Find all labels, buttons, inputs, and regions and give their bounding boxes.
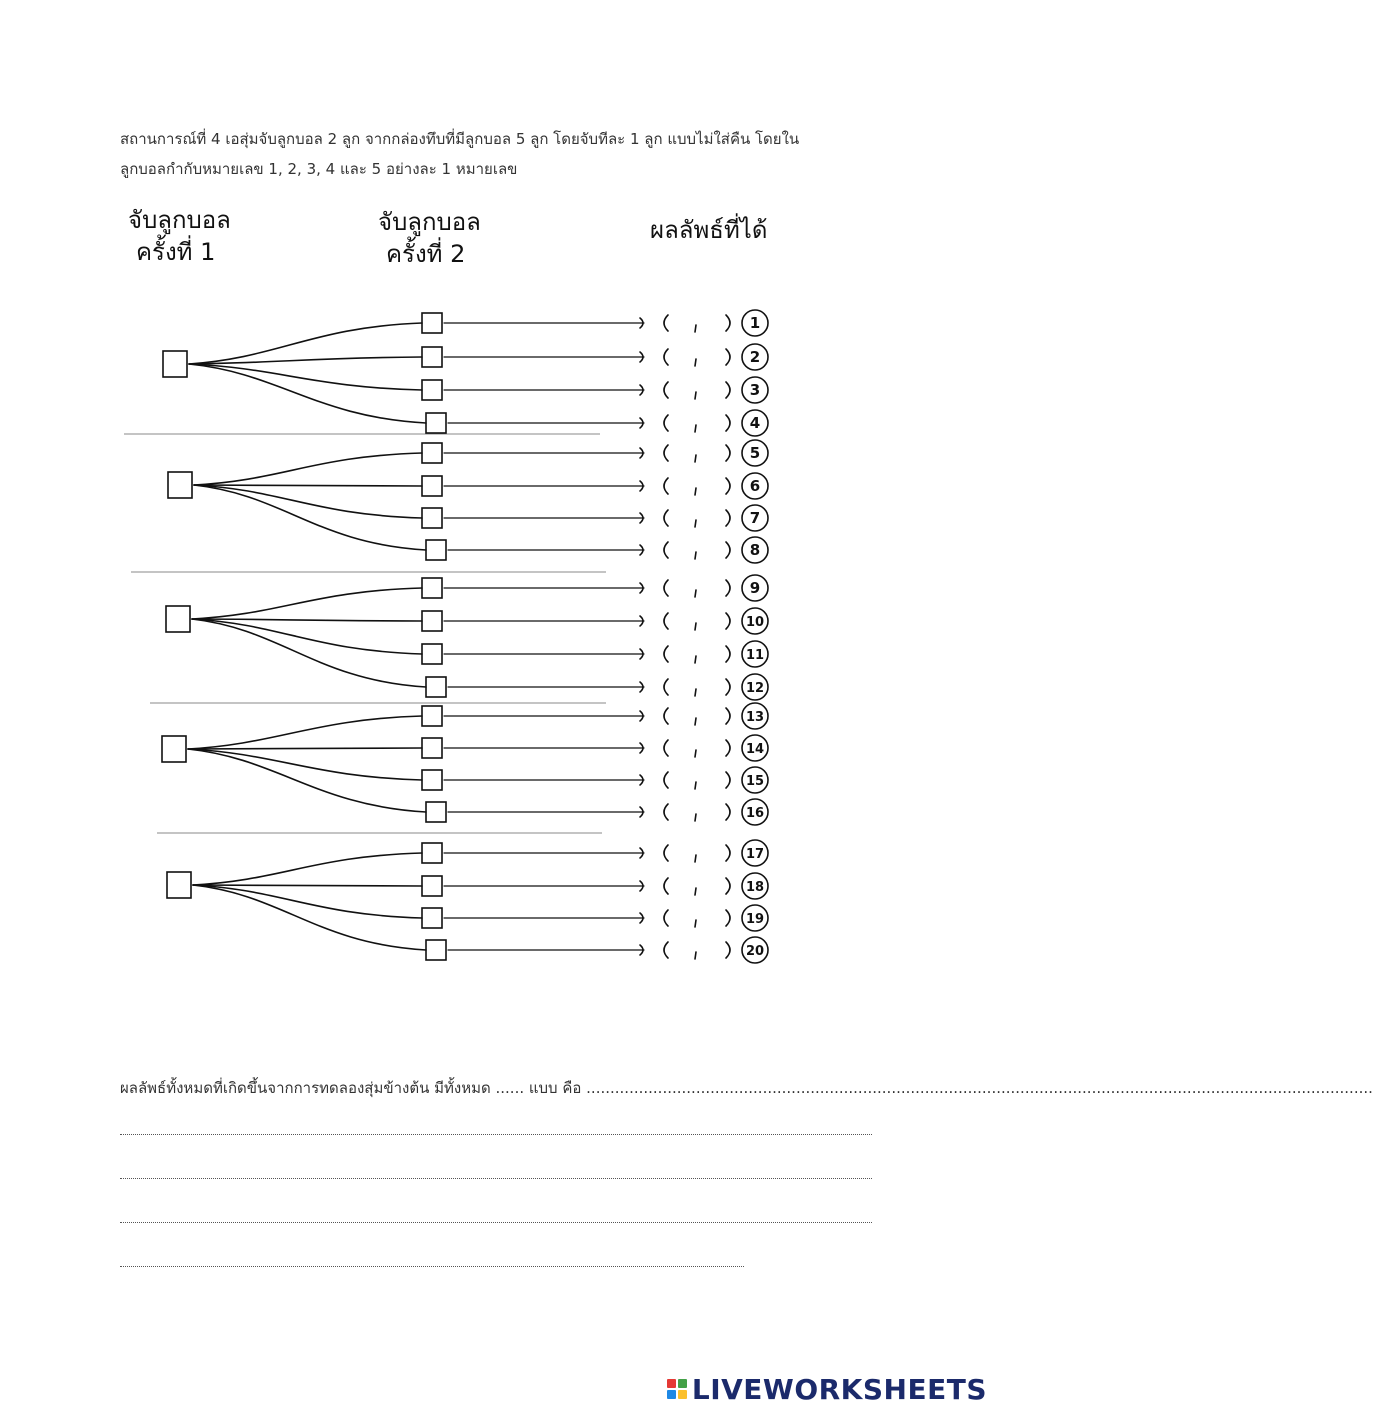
- second-draw-box: [422, 347, 442, 367]
- logo-square-1: [667, 1379, 676, 1388]
- second-draw-box: [426, 540, 446, 560]
- second-draw-box: [426, 413, 446, 433]
- second-draw-box: [422, 770, 442, 790]
- brand-name: LIVEWORKSHEETS: [691, 1372, 987, 1406]
- second-draw-box: [422, 578, 442, 598]
- second-draw-box: [422, 908, 442, 928]
- first-draw-box: [168, 472, 192, 498]
- branch-line: [189, 364, 422, 390]
- outcome-number: 2: [749, 348, 761, 366]
- close-paren: [726, 613, 730, 629]
- branch-line: [188, 749, 426, 812]
- open-paren: [664, 542, 668, 558]
- open-paren: [664, 415, 668, 431]
- outcome-number: 11: [745, 648, 765, 663]
- answer-line-3[interactable]: [120, 1222, 872, 1223]
- close-paren: [726, 478, 730, 494]
- answer-line-2[interactable]: [120, 1178, 872, 1179]
- open-paren: [664, 772, 668, 788]
- second-draw-box: [422, 644, 442, 664]
- branch-line: [188, 716, 422, 749]
- outcome-number: 13: [745, 710, 765, 725]
- open-paren: [664, 804, 668, 820]
- comma-mark: [695, 488, 696, 495]
- logo-square-2: [678, 1379, 687, 1388]
- close-paren: [726, 740, 730, 756]
- comma-mark: [695, 718, 696, 725]
- open-paren: [664, 580, 668, 596]
- second-draw-box: [422, 843, 442, 863]
- close-paren: [726, 542, 730, 558]
- second-draw-box: [426, 940, 446, 960]
- close-paren: [726, 349, 730, 365]
- problem-line-1: สถานการณ์ที่ 4 เอสุ่มจับลูกบอล 2 ลูก จากกล่องทึบที่มีลูกบอล 5 ลูก โดยจับทีละ 1 ลูก แบบไม่ใส่คืน โดยใน: [120, 130, 800, 148]
- outcome-number: 8: [749, 541, 761, 559]
- close-paren: [726, 942, 730, 958]
- open-paren: [664, 679, 668, 695]
- close-paren: [726, 772, 730, 788]
- outcome-number: 17: [745, 847, 765, 862]
- outcome-number: 16: [745, 806, 765, 821]
- branch-line: [192, 619, 422, 621]
- comma-mark: [695, 814, 696, 821]
- branch-line: [194, 485, 422, 518]
- second-draw-box: [426, 802, 446, 822]
- first-draw-box: [163, 351, 187, 377]
- outcome-number: 5: [749, 444, 761, 462]
- second-draw-box: [422, 476, 442, 496]
- branch-line: [194, 453, 422, 485]
- comma-mark: [695, 359, 696, 366]
- answer-line-1[interactable]: [120, 1134, 872, 1135]
- branch-line: [193, 885, 422, 918]
- comma-mark: [695, 855, 696, 862]
- outcome-number: 10: [745, 615, 765, 630]
- logo-square-4: [678, 1390, 687, 1399]
- second-draw-box: [426, 677, 446, 697]
- outcome-number: 19: [745, 912, 765, 927]
- summary-question: ผลลัพธ์ทั้งหมดที่เกิดขึ้นจากการทดลองสุ่มข้างต้น มีทั้งหมด ...... แบบ คือ .....................................................................................................................................................................: [120, 1079, 1373, 1097]
- answer-line-4[interactable]: [120, 1266, 744, 1267]
- second-draw-box: [422, 380, 442, 400]
- close-paren: [726, 845, 730, 861]
- comma-mark: [695, 782, 696, 789]
- branch-line: [193, 853, 422, 885]
- open-paren: [664, 510, 668, 526]
- liveworksheets-brand: [667, 1372, 987, 1406]
- comma-mark: [695, 425, 696, 432]
- comma-mark: [695, 590, 696, 597]
- first-draw-box: [167, 872, 191, 898]
- open-paren: [664, 613, 668, 629]
- open-paren: [664, 845, 668, 861]
- outcome-number: 6: [749, 477, 761, 495]
- outcome-number: 20: [745, 944, 765, 959]
- comma-mark: [695, 888, 696, 895]
- first-draw-box: [166, 606, 190, 632]
- outcome-number: 9: [749, 579, 761, 597]
- outcome-number: 15: [745, 774, 765, 789]
- open-paren: [664, 646, 668, 662]
- branch-line: [188, 748, 422, 749]
- close-paren: [726, 445, 730, 461]
- open-paren: [664, 315, 668, 331]
- branch-line: [188, 749, 422, 780]
- outcome-number: 3: [749, 381, 761, 399]
- open-paren: [664, 878, 668, 894]
- open-paren: [664, 478, 668, 494]
- branch-line: [193, 885, 422, 886]
- comma-mark: [695, 656, 696, 663]
- comma-mark: [695, 689, 696, 696]
- open-paren: [664, 445, 668, 461]
- outcome-number: 7: [749, 509, 761, 527]
- results-header: ผลลัพธ์ที่ได้: [650, 216, 768, 244]
- open-paren: [664, 910, 668, 926]
- close-paren: [726, 382, 730, 398]
- comma-mark: [695, 623, 696, 630]
- branch-line: [189, 364, 426, 423]
- outcome-number: 18: [745, 880, 765, 895]
- outcome-number: 4: [749, 414, 761, 432]
- second-draw-box: [422, 738, 442, 758]
- comma-mark: [695, 455, 696, 462]
- close-paren: [726, 878, 730, 894]
- branch-line: [192, 619, 422, 654]
- comma-mark: [695, 920, 696, 927]
- problem-line-2: ลูกบอลกำกับหมายเลข 1, 2, 3, 4 และ 5 อย่างละ 1 หมายเลข: [120, 160, 518, 178]
- comma-mark: [695, 520, 696, 527]
- close-paren: [726, 510, 730, 526]
- branch-line: [193, 885, 426, 950]
- comma-mark: [695, 750, 696, 757]
- outcome-number: 12: [745, 681, 765, 696]
- branch-line: [192, 588, 422, 619]
- first-draw-box: [162, 736, 186, 762]
- liveworksheets-logo-icon: [667, 1379, 687, 1399]
- logo-square-3: [667, 1390, 676, 1399]
- close-paren: [726, 708, 730, 724]
- branch-line: [194, 485, 422, 486]
- second-draw-box: [422, 706, 442, 726]
- close-paren: [726, 580, 730, 596]
- close-paren: [726, 415, 730, 431]
- open-paren: [664, 942, 668, 958]
- branch-line: [194, 485, 426, 550]
- comma-mark: [695, 552, 696, 559]
- close-paren: [726, 679, 730, 695]
- first-draw-header-line1: จับลูกบอล: [128, 206, 231, 234]
- outcome-number: 14: [745, 742, 765, 757]
- second-draw-box: [422, 876, 442, 896]
- close-paren: [726, 315, 730, 331]
- outcome-number: 1: [749, 314, 761, 332]
- second-draw-header-line2: ครั้งที่ 2: [386, 240, 466, 268]
- second-draw-header-line1: จับลูกบอล: [378, 208, 481, 236]
- open-paren: [664, 349, 668, 365]
- second-draw-box: [422, 313, 442, 333]
- close-paren: [726, 910, 730, 926]
- second-draw-box: [422, 611, 442, 631]
- first-draw-header-line2: ครั้งที่ 1: [136, 238, 216, 266]
- open-paren: [664, 708, 668, 724]
- second-draw-box: [422, 508, 442, 528]
- second-draw-box: [422, 443, 442, 463]
- comma-mark: [695, 392, 696, 399]
- comma-mark: [695, 325, 696, 332]
- close-paren: [726, 646, 730, 662]
- open-paren: [664, 740, 668, 756]
- close-paren: [726, 804, 730, 820]
- open-paren: [664, 382, 668, 398]
- comma-mark: [695, 952, 696, 959]
